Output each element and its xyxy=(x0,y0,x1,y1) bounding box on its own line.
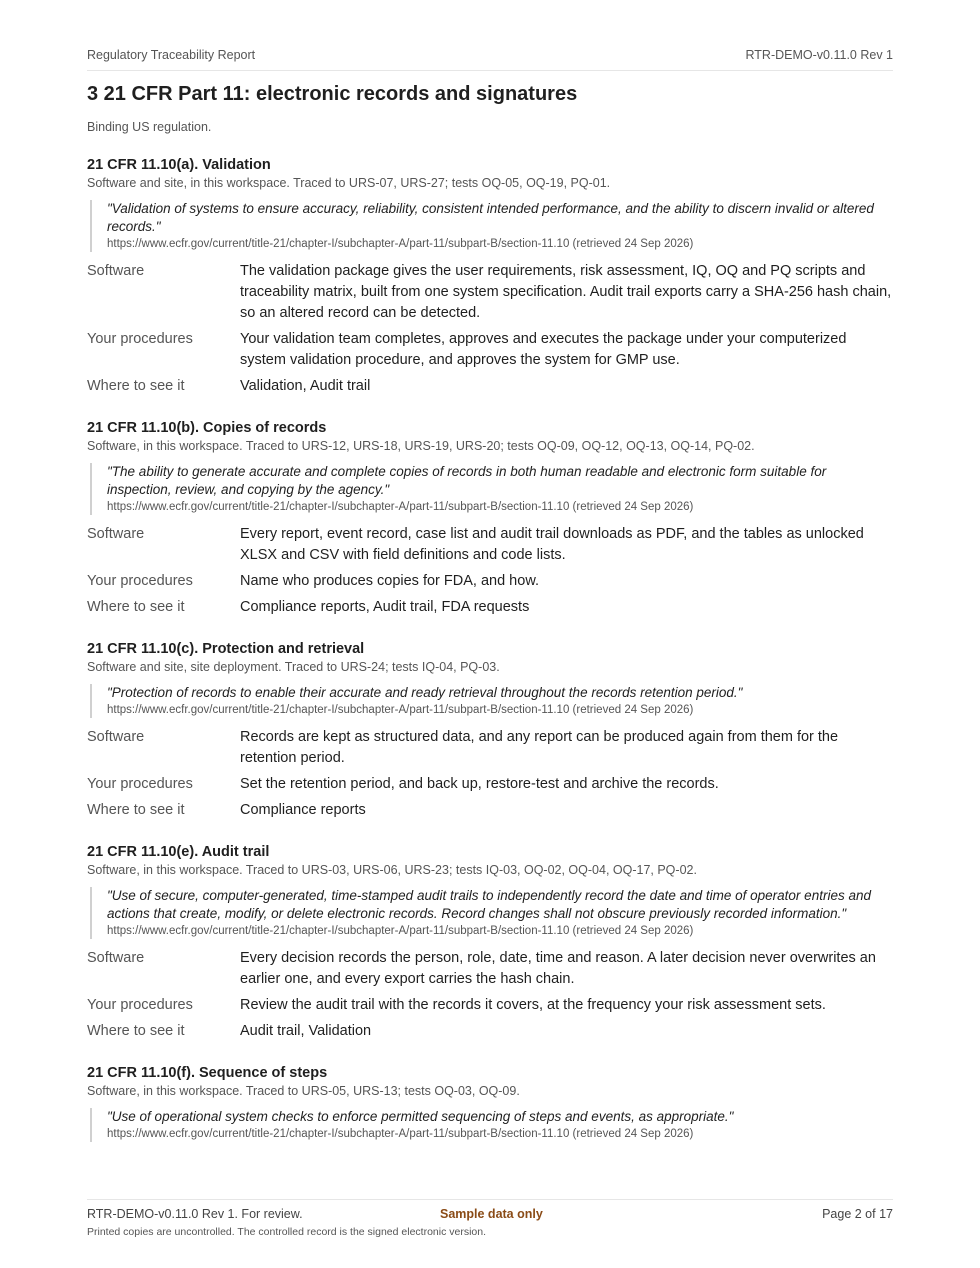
row-value: Compliance reports, Audit trail, FDA requests xyxy=(240,599,530,615)
regulation-quote xyxy=(90,684,893,718)
report-page xyxy=(87,0,893,1268)
regulation-quote xyxy=(90,463,893,515)
row-software xyxy=(87,948,893,990)
regulation-quote xyxy=(90,200,893,252)
row-where xyxy=(87,800,893,821)
row-label: Software xyxy=(87,263,145,279)
footer-line xyxy=(87,1207,893,1223)
row-procedures xyxy=(87,995,893,1016)
row-procedures xyxy=(87,774,893,795)
clause-trace: Software, in this workspace. Traced to URS-12, URS-18, URS-19, URS-20; tests OQ-09, OQ-12, OQ-13, OQ-14, PQ-02. xyxy=(87,439,755,453)
responsibility-rows xyxy=(87,524,893,618)
row-software xyxy=(87,524,893,566)
quote-source-url: https://www.ecfr.gov/current/title-21/chapter-I/subchapter-A/part-11/subpart-B/section-11.10 (retrieved 24 Sep 2026) xyxy=(107,704,694,716)
clause-trace: Software, in this workspace. Traced to URS-05, URS-13; tests OQ-03, OQ-09. xyxy=(87,1084,520,1098)
quote-text: "Use of operational system checks to enforce permitted sequencing of steps and events, as appropriate." xyxy=(107,1109,734,1124)
sample-data-badge: Sample data only xyxy=(440,1207,543,1221)
row-software xyxy=(87,261,893,324)
clause-11-10-f xyxy=(87,1064,893,1142)
footer-document-status: RTR-DEMO-v0.11.0 Rev 1. For review. xyxy=(87,1207,303,1221)
running-header xyxy=(87,48,893,71)
clause-title: 21 CFR 11.10(c). Protection and retrieval xyxy=(87,641,365,657)
regulation-quote xyxy=(90,1108,893,1142)
row-label: Your procedures xyxy=(87,573,193,589)
row-label: Your procedures xyxy=(87,997,193,1013)
section-subtitle: Binding US regulation. xyxy=(87,120,212,134)
row-value: Your validation team completes, approves and executes the package under your computerized system validation procedure, and approves the system for GMP use. xyxy=(240,331,847,368)
row-value: Every report, event record, case list and audit trail downloads as PDF, and the tables as unlocked XLSX and CSV with field definitions and code lists. xyxy=(240,526,864,563)
clause-trace: Software and site, site deployment. Traced to URS-24; tests IQ-04, PQ-03. xyxy=(87,660,500,674)
row-value: Compliance reports xyxy=(240,802,366,818)
row-label: Software xyxy=(87,950,145,966)
row-value: Name who produces copies for FDA, and how. xyxy=(240,573,540,589)
quote-source-url: https://www.ecfr.gov/current/title-21/chapter-I/subchapter-A/part-11/subpart-B/section-11.10 (retrieved 24 Sep 2026) xyxy=(107,1128,694,1140)
row-value: Records are kept as structured data, and any report can be produced again from them for the retention period. xyxy=(240,729,839,766)
responsibility-rows xyxy=(87,727,893,821)
clause-11-10-a xyxy=(87,156,893,397)
row-label: Where to see it xyxy=(87,599,185,615)
responsibility-rows xyxy=(87,261,893,397)
row-label: Software xyxy=(87,526,145,542)
footer-note: Printed copies are uncontrolled. The controlled record is the signed electronic version. xyxy=(87,1226,487,1238)
section-title: 3 21 CFR Part 11: electronic records and signatures xyxy=(87,83,578,105)
clause-title: 21 CFR 11.10(e). Audit trail xyxy=(87,844,270,860)
row-label: Where to see it xyxy=(87,802,185,818)
row-procedures xyxy=(87,571,893,592)
row-label: Your procedures xyxy=(87,331,193,347)
row-where xyxy=(87,597,893,618)
clause-11-10-c xyxy=(87,640,893,821)
clause-title: 21 CFR 11.10(f). Sequence of steps xyxy=(87,1065,328,1081)
clause-list xyxy=(87,156,893,1164)
clause-trace: Software, in this workspace. Traced to URS-03, URS-06, URS-23; tests IQ-03, OQ-02, OQ-04, OQ-17, PQ-02. xyxy=(87,863,697,877)
row-label: Your procedures xyxy=(87,776,193,792)
quote-source-url: https://www.ecfr.gov/current/title-21/chapter-I/subchapter-A/part-11/subpart-B/section-11.10 (retrieved 24 Sep 2026) xyxy=(107,925,694,937)
quote-source-url: https://www.ecfr.gov/current/title-21/chapter-I/subchapter-A/part-11/subpart-B/section-11.10 (retrieved 24 Sep 2026) xyxy=(107,238,694,250)
row-where xyxy=(87,376,893,397)
header-report-title: Regulatory Traceability Report xyxy=(87,48,256,62)
row-value: The validation package gives the user requirements, risk assessment, IQ, OQ and PQ scripts and traceability matrix, built from one system specification. Audit trail exports carry a SHA-256 hash chain, so an altered record can be detected. xyxy=(240,263,892,321)
page-footer xyxy=(87,1199,893,1239)
quote-text: "Protection of records to enable their accurate and ready retrieval throughout the records retention period." xyxy=(107,685,743,700)
row-label: Where to see it xyxy=(87,378,185,394)
responsibility-rows xyxy=(87,948,893,1042)
row-value: Validation, Audit trail xyxy=(240,378,371,394)
page-number: Page 2 of 17 xyxy=(822,1207,893,1221)
row-label: Where to see it xyxy=(87,1023,185,1039)
regulation-quote xyxy=(90,887,893,939)
header-document-id: RTR-DEMO-v0.11.0 Rev 1 xyxy=(745,48,893,62)
row-value: Audit trail, Validation xyxy=(240,1023,372,1039)
quote-text: "Use of secure, computer-generated, time-stamped audit trails to independently record the date and time of operator entries and actions that create, modify, or delete electronic records. Record changes shall not obscure previously recorded information." xyxy=(107,888,871,921)
row-value: Review the audit trail with the records it covers, at the frequency your risk assessment sets. xyxy=(240,997,826,1013)
row-value: Every decision records the person, role, date, time and reason. A later decision never overwrites an earlier one, and every export carries the hash chain. xyxy=(240,950,876,987)
quote-text: "Validation of systems to ensure accuracy, reliability, consistent intended performance, and the ability to discern invalid or altered records." xyxy=(107,201,874,234)
clause-title: 21 CFR 11.10(a). Validation xyxy=(87,157,271,173)
row-label: Software xyxy=(87,729,145,745)
clause-11-10-b xyxy=(87,419,893,618)
row-where xyxy=(87,1021,893,1042)
clause-trace: Software and site, in this workspace. Traced to URS-07, URS-27; tests OQ-05, OQ-19, PQ-01. xyxy=(87,176,611,190)
clause-11-10-e xyxy=(87,843,893,1042)
quote-text: "The ability to generate accurate and complete copies of records in both human readable and electronic form suitable for inspection, review, and copying by the agency." xyxy=(107,464,827,497)
clause-title: 21 CFR 11.10(b). Copies of records xyxy=(87,420,327,436)
row-value: Set the retention period, and back up, restore-test and archive the records. xyxy=(240,776,719,792)
row-procedures xyxy=(87,329,893,371)
row-software xyxy=(87,727,893,769)
quote-source-url: https://www.ecfr.gov/current/title-21/chapter-I/subchapter-A/part-11/subpart-B/section-11.10 (retrieved 24 Sep 2026) xyxy=(107,501,694,513)
